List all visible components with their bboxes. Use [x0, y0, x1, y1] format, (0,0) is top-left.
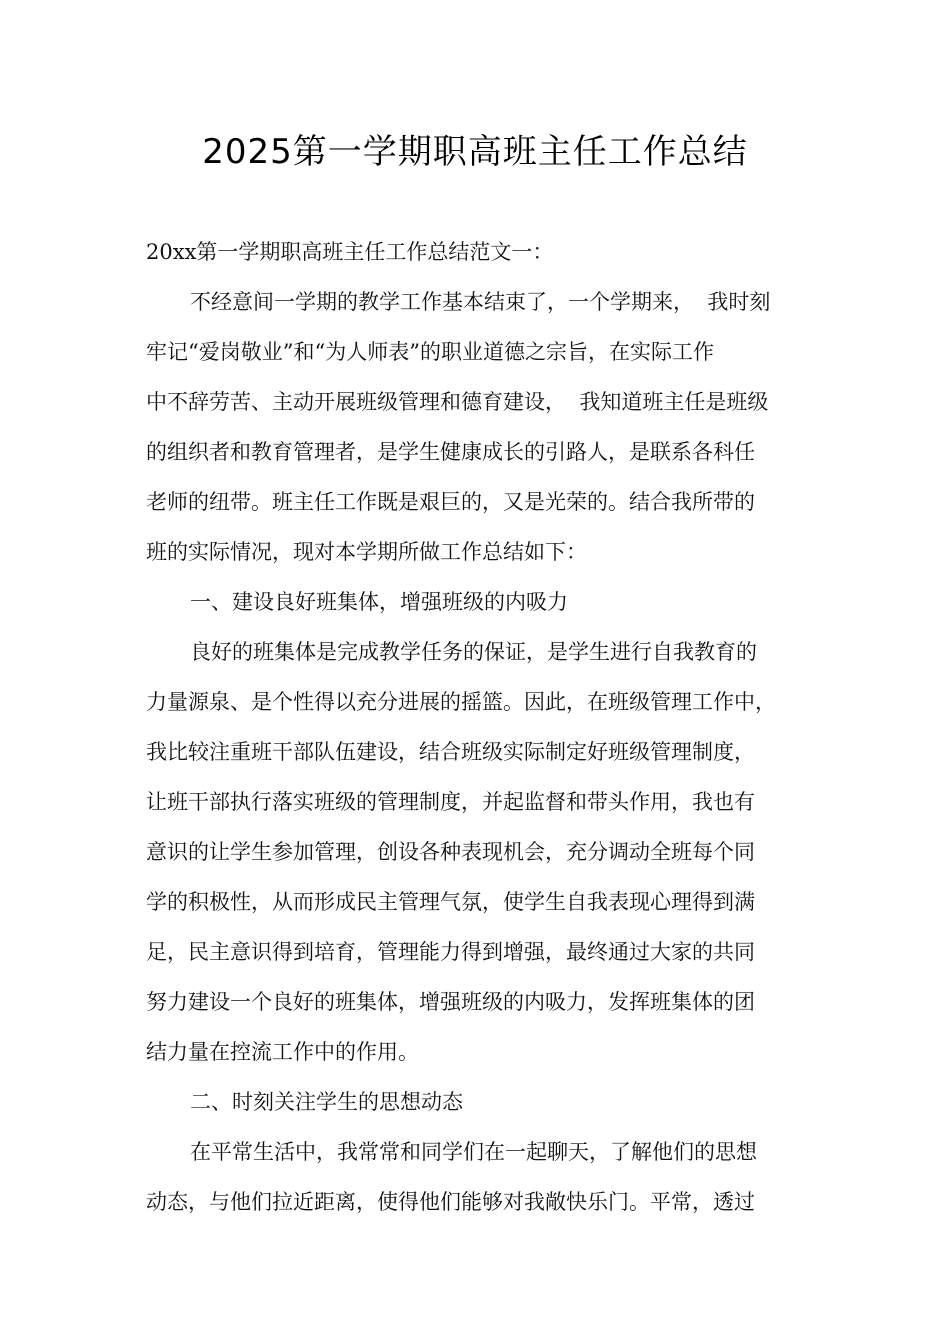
text-line: 动态，与他们拉近距离，使得他们能够对我敞快乐门。平常，透过: [146, 1190, 755, 1214]
document-body: [146, 227, 818, 1227]
text-line: 足，民主意识得到培育，管理能力得到增强，最终通过大家的共同: [146, 940, 755, 964]
text-line: 力量源泉、是个性得以充分进展的摇篮。因此，在班级管理工作中，: [146, 690, 776, 714]
text-line: 班的实际情况，现对本学期所做工作总结如下：: [146, 540, 587, 564]
text-line: 让班干部执行落实班级的管理制度，并起监督和带头作用，我也有: [146, 790, 755, 814]
text-line: 不经意间一学期的教学工作基本结束了，一个学期来， 我时刻: [190, 290, 771, 314]
text-line: 良好的班集体是完成教学任务的保证，是学生进行自我教育的: [190, 640, 757, 664]
text-line: 的组织者和教育管理者，是学生健康成长的引路人，是联系各科任: [146, 440, 755, 464]
text-line: 老师的纽带。班主任工作既是艰巨的，又是光荣的。结合我所带的: [146, 490, 755, 514]
section-heading: 一、建设良好班集体，增强班级的内吸力: [190, 590, 568, 614]
text-line: 我比较注重班干部队伍建设，结合班级实际制定好班级管理制度，: [146, 740, 755, 764]
section-heading: 二、时刻关注学生的思想动态: [190, 1090, 463, 1114]
text-line: 结力量在控流工作中的作用。: [146, 1040, 419, 1064]
text-line: 在平常生活中，我常常和同学们在一起聊天，了解他们的思想: [190, 1140, 757, 1164]
text-line: 努力建设一个良好的班集体，增强班级的内吸力，发挥班集体的团: [146, 990, 755, 1014]
document-title: 2025第一学期职高班主任工作总结: [202, 132, 748, 172]
text-line: 中不辞劳苦、主动开展班级管理和德育建设， 我知道班主任是班级: [146, 390, 769, 414]
text-line: 学的积极性，从而形成民主管理气氛，使学生自我表现心理得到满: [146, 890, 755, 914]
text-line: 20xx第一学期职高班主任工作总结范文一：: [146, 240, 554, 264]
text-line: 牢记“爱岗敬业”和“为人师表”的职业道德之宗旨，在实际工作: [146, 340, 714, 364]
text-line: 意识的让学生参加管理，创设各种表现机会，充分调动全班每个同: [146, 840, 755, 864]
